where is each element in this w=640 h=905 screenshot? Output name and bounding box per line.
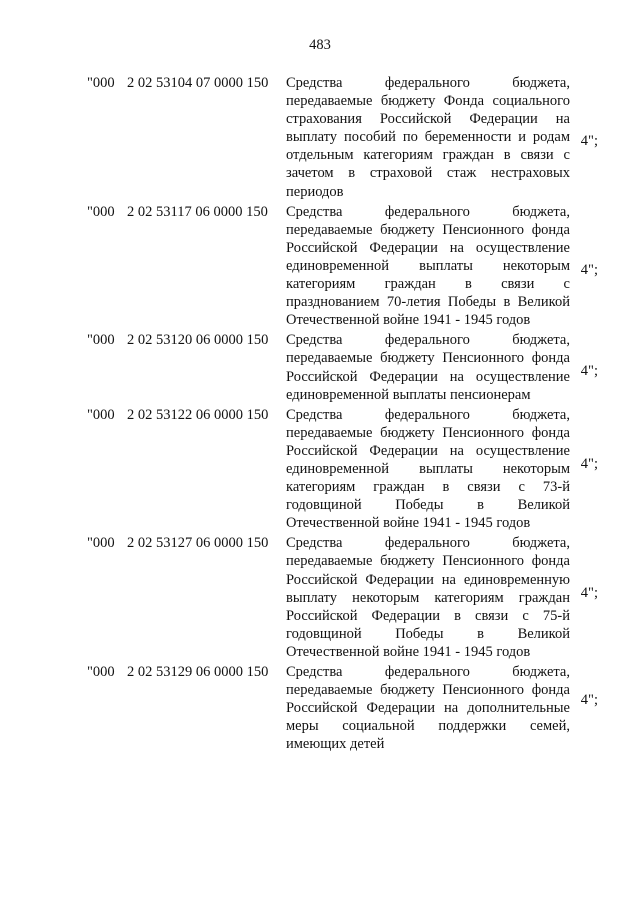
description-line: годовщиной Победы в Великой (286, 497, 570, 514)
code-prefix: "000 (87, 332, 115, 349)
code-description (286, 534, 570, 661)
description-line: выплату пособий по беременности и родам (286, 129, 570, 146)
description-line: передаваемые бюджету Пенсионного фонда (286, 350, 570, 367)
description-line: передаваемые бюджету Пенсионного фонда (286, 553, 570, 570)
description-line: празднованием 70-летия Победы в Великой (286, 294, 570, 311)
description-line: Средства федерального бюджета, (286, 664, 570, 680)
description-line: Отечественной войне 1941 - 1945 годов (286, 312, 531, 329)
code-prefix: "000 (87, 406, 115, 423)
code-number: 2 02 53117 06 0000 150 (127, 203, 268, 220)
code-description (286, 331, 570, 403)
description-line: передаваемые бюджету Пенсионного фонда (286, 221, 570, 238)
description-line: Российской Федерации на дополнительные (286, 700, 570, 717)
budget-code-list (0, 74, 640, 753)
code-number: 2 02 53104 07 0000 150 (127, 75, 269, 91)
row-terminator: 4"; (580, 691, 598, 708)
code-prefix: "000 (87, 75, 115, 91)
budget-code-entry (0, 534, 640, 661)
page-number: 483 (309, 37, 331, 53)
budget-code-entry (0, 406, 640, 533)
description-line: единовременной выплаты некоторым (286, 257, 570, 274)
description-line: передаваемые бюджету Пенсионного фонда (286, 682, 570, 699)
description-line: Отечественной войне 1941 - 1945 годов (286, 643, 531, 660)
budget-classification-code (87, 534, 282, 552)
budget-code-entry (0, 663, 640, 753)
budget-classification-code (87, 74, 282, 92)
code-description (286, 663, 570, 753)
description-line: годовщиной Победы в Великой (286, 625, 570, 642)
row-terminator: 4"; (580, 261, 598, 278)
description-line: периодов (286, 183, 344, 200)
description-line: меры социальной поддержки семей, (286, 718, 570, 735)
description-line: Средства федерального бюджета, (286, 332, 570, 349)
description-line: Российской Федерации на осуществление (286, 239, 570, 256)
description-line: передаваемые бюджету Пенсионного фонда (286, 424, 570, 441)
description-line: Российской Федерации в связи с 75-й (286, 607, 570, 624)
description-line: имеющих детей (286, 736, 385, 753)
description-line: категориям граждан в связи с (286, 276, 570, 293)
code-description (286, 203, 570, 330)
description-line: Отечественной войне 1941 - 1945 годов (286, 515, 531, 532)
description-line: категориям граждан в связи с 73-й (286, 479, 570, 496)
description-line: Средства федерального бюджета, (286, 75, 570, 91)
code-prefix: "000 (87, 535, 115, 552)
description-line: Средства федерального бюджета, (286, 535, 570, 552)
description-line: зачетом в страховой стаж нестраховых (286, 165, 570, 182)
budget-code-entry (0, 74, 640, 201)
description-line: Средства федерального бюджета, (286, 203, 570, 220)
description-line: Российской Федерации на осуществление (286, 368, 570, 385)
description-line: страхования Российской Федерации на (286, 111, 570, 128)
description-line: Средства федерального бюджета, (286, 406, 570, 423)
description-line: Российской Федерации на осуществление (286, 442, 570, 459)
description-line: выплату некоторым категориям граждан (286, 589, 570, 606)
budget-classification-code (87, 203, 282, 221)
description-line: передаваемые бюджету Фонда социального (286, 93, 570, 110)
description-line: единовременной выплаты пенсионерам (286, 386, 531, 403)
budget-classification-code (87, 663, 282, 681)
description-line: отдельным категориям граждан в связи с (286, 147, 570, 164)
description-line: Российской Федерации на единовременную (286, 571, 570, 588)
code-number: 2 02 53127 06 0000 150 (127, 535, 269, 552)
budget-classification-code (87, 406, 282, 424)
row-terminator: 4"; (580, 455, 598, 472)
row-terminator: 4"; (580, 584, 598, 601)
row-terminator: 4"; (580, 133, 598, 150)
description-line: единовременной выплаты некоторым (286, 460, 570, 477)
code-number: 2 02 53122 06 0000 150 (127, 406, 269, 423)
budget-code-entry (0, 331, 640, 403)
code-description (286, 74, 570, 201)
code-number: 2 02 53129 06 0000 150 (127, 664, 269, 680)
code-number: 2 02 53120 06 0000 150 (127, 332, 269, 349)
code-prefix: "000 (87, 203, 115, 220)
budget-code-entry (0, 203, 640, 330)
code-description (286, 406, 570, 533)
code-prefix: "000 (87, 664, 115, 680)
budget-classification-code (87, 331, 282, 349)
row-terminator: 4"; (580, 363, 598, 380)
